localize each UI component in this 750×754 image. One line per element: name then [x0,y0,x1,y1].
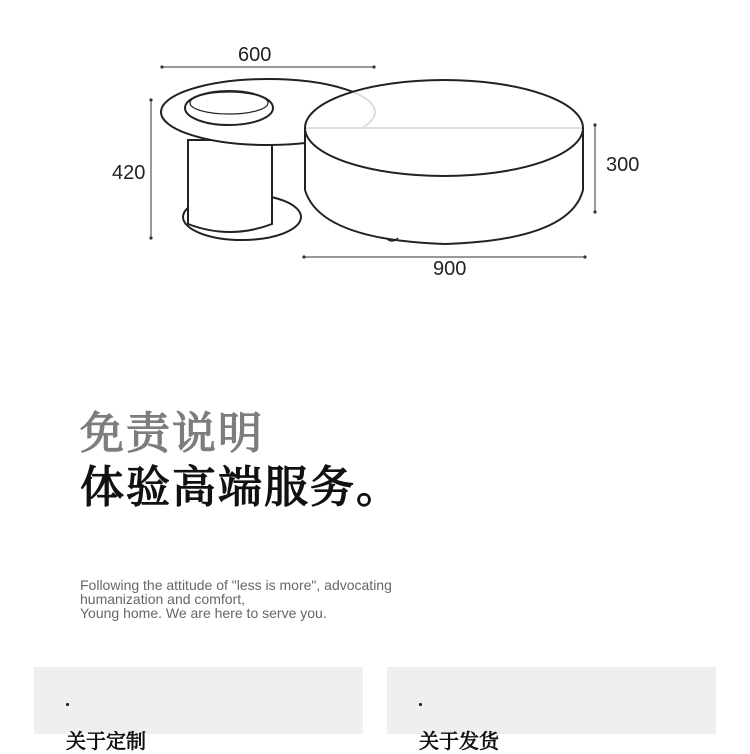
dimension-line-left [149,98,152,239]
card-customization [34,667,363,753]
card-title: 关于发货 [419,729,499,753]
bullet-dot [66,703,69,706]
bullet-dot [419,703,422,706]
english-line: humanization and comfort, [80,591,245,607]
dimension-label-left: 420 [112,162,146,184]
coffee-table-drawing [0,0,750,300]
english-line: Young home. We are here to serve you. [80,605,327,621]
card-title: 关于定制 [66,729,146,753]
large-table-top [305,80,583,176]
card-shipping [387,667,716,753]
product-dimension-diagram [0,0,750,300]
dimension-label-top: 600 [238,44,272,66]
dimension-line-right [593,123,596,213]
disclaimer-subtitle: 体验高端服务。 [80,462,402,513]
small-table-pedestal [188,140,272,232]
english-line: Following the attitude of "less is more", advocating [80,577,392,593]
dimension-label-bottom: 900 [433,258,467,280]
english-description [80,578,500,620]
disclaimer-title: 免责说明 [80,408,264,459]
dimension-label-right: 300 [606,154,640,176]
